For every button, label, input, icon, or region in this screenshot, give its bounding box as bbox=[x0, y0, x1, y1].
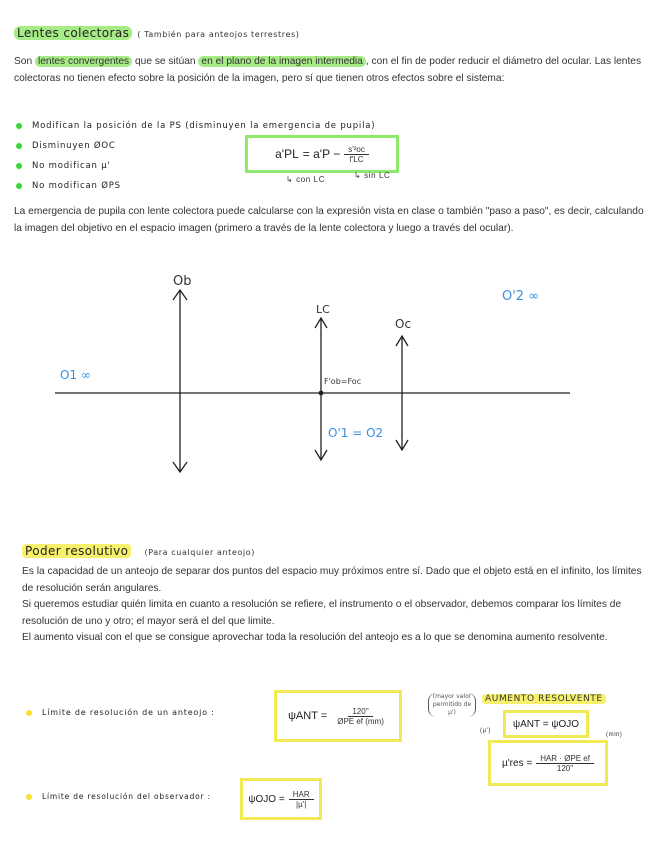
intro-highlight-convergentes: lentes convergentes bbox=[35, 56, 132, 67]
bullet-dot-icon bbox=[16, 123, 22, 129]
label-o1-prime: O'1 = O2 bbox=[328, 426, 384, 440]
paragraph: El aumento visual con el que se consigue aprovechar toda la resolución del anteojo es a lo que se denomina aumento resolvente. bbox=[22, 632, 608, 643]
formula-note-right: ↳ sin LC bbox=[354, 171, 391, 180]
formula-den: f'LC bbox=[349, 154, 364, 164]
bullet-dot-icon bbox=[16, 183, 22, 189]
intro-text-prefix: Son bbox=[14, 56, 35, 67]
paragraph: Si queremos estudiar quién limita en cuanto a resolución se refiere, el instrumento o el observador, debemos comparar los límites de resolución de uno y otro; el mayor será el del que limite. bbox=[22, 599, 622, 627]
formula-eq: = a'P − bbox=[302, 147, 341, 161]
section-title-row-2 bbox=[22, 540, 255, 559]
bullet-text: No modifican µ' bbox=[32, 161, 111, 171]
paragraph-emergencia: La emergencia de pupila con lente colectora puede calcularse con la expresión vista en clase o también "paso a paso", es decir, calculando la imagen del objetivo en el espacio imagen (primero a través de la lente colectora y luego a través del ocular). bbox=[14, 206, 644, 234]
formula-note-left: ↳ con LC bbox=[286, 175, 326, 184]
formula-anteojo-fraction bbox=[333, 707, 388, 726]
formula-observador-num: HAR bbox=[289, 790, 314, 800]
formula-box-observador bbox=[240, 778, 322, 820]
limit-anteojo-row bbox=[26, 708, 215, 717]
bullet-text: No modifican ØPS bbox=[32, 181, 121, 191]
aumento-eq2-den: 120'' bbox=[556, 763, 574, 773]
formula-observador-den: |µ'| bbox=[296, 799, 307, 809]
aumento-eq2-lhs: µ'res = bbox=[502, 757, 533, 769]
aumento-eq2-fraction bbox=[536, 754, 594, 773]
aumento-arrow-note-right: (mm) bbox=[606, 732, 623, 738]
optical-diagram bbox=[0, 260, 656, 485]
formula-observador-lhs: ψOJO = bbox=[248, 793, 285, 805]
formula-lhs: a'PL bbox=[275, 147, 299, 161]
poder-paragraphs bbox=[22, 564, 644, 647]
aumento-title: AUMENTO RESOLVENTE bbox=[482, 694, 606, 704]
bullet-dot-icon bbox=[16, 143, 22, 149]
formula-box-emergencia bbox=[245, 135, 399, 173]
label-ob: Ob bbox=[173, 274, 192, 289]
section-title-poder: Poder resolutivo bbox=[22, 544, 131, 558]
formula-anteojo-lhs: ψANT = bbox=[288, 710, 328, 722]
paragraph: Es la capacidad de un anteojo de separar dos puntos del espacio muy próximos entre sí. Dado que el objeto está en el infinito, los límites de resolución serán angulares. bbox=[22, 566, 642, 594]
formula-box-anteojo bbox=[274, 690, 402, 742]
bullet-text: Disminuyen ØOC bbox=[32, 141, 116, 151]
label-o1: O1 ∞ bbox=[60, 368, 91, 382]
intro-highlight-plano: en el plano de la imagen intermedia bbox=[198, 56, 365, 67]
aumento-arrow-note-left: (µ') bbox=[480, 728, 491, 734]
formula-box-aumento-eq bbox=[503, 710, 589, 738]
aumento-eq1: ψANT = ψOJO bbox=[512, 718, 580, 730]
formula-num: s'²oc bbox=[344, 145, 369, 155]
list-item bbox=[16, 116, 375, 136]
bullet-dot-icon bbox=[16, 163, 22, 169]
formula-observador-fraction bbox=[289, 790, 314, 809]
label-o2-infinity: O'2 ∞ bbox=[502, 289, 540, 304]
limit-observador-row bbox=[26, 792, 211, 801]
intro-text-mid: que se sitúan bbox=[132, 56, 199, 67]
formula-box-aumento-res bbox=[488, 740, 608, 786]
focus-point bbox=[319, 391, 324, 396]
intro-paragraph bbox=[14, 54, 646, 87]
label-lc: LC bbox=[316, 303, 330, 316]
bullet-dot-icon bbox=[26, 794, 32, 800]
formula-anteojo-den: ØPE ef (mm) bbox=[337, 716, 384, 726]
section-title-note: ( También para anteojos terrestres) bbox=[137, 30, 300, 39]
section-title-lentes: Lentes colectoras bbox=[14, 26, 132, 40]
bullet-dot-icon bbox=[26, 710, 32, 716]
bullet-text: Modifican la posición de la PS (disminuyen la emergencia de pupila) bbox=[32, 121, 376, 131]
formula-anteojo-num: 120'' bbox=[348, 707, 372, 717]
limit-anteojo-label: Límite de resolución de un anteojo : bbox=[42, 708, 215, 717]
formula-note-right-text: sin LC bbox=[364, 171, 391, 180]
aumento-side-note: (mayor valor permitido de µ') bbox=[428, 693, 476, 717]
label-focus: F'ob=Foc bbox=[324, 377, 362, 386]
limit-observador-label: Límite de resolución del observador : bbox=[42, 792, 211, 801]
intro-text-suffix: , con el fin de poder reducir el diámetro del ocular. Las lentes colectoras no tienen efecto sobre la posición de la imagen, pero sí que tienen otros efectos sobre el sistema: bbox=[14, 56, 642, 84]
formula-fraction bbox=[344, 145, 369, 164]
section-title-note-2: (Para cualquier anteojo) bbox=[144, 548, 255, 557]
section-title-row bbox=[14, 22, 299, 41]
aumento-eq2-num: HAR · ØPE ef bbox=[536, 754, 594, 764]
label-oc: Oc bbox=[395, 317, 412, 331]
formula-note-left-text: con LC bbox=[296, 175, 326, 184]
